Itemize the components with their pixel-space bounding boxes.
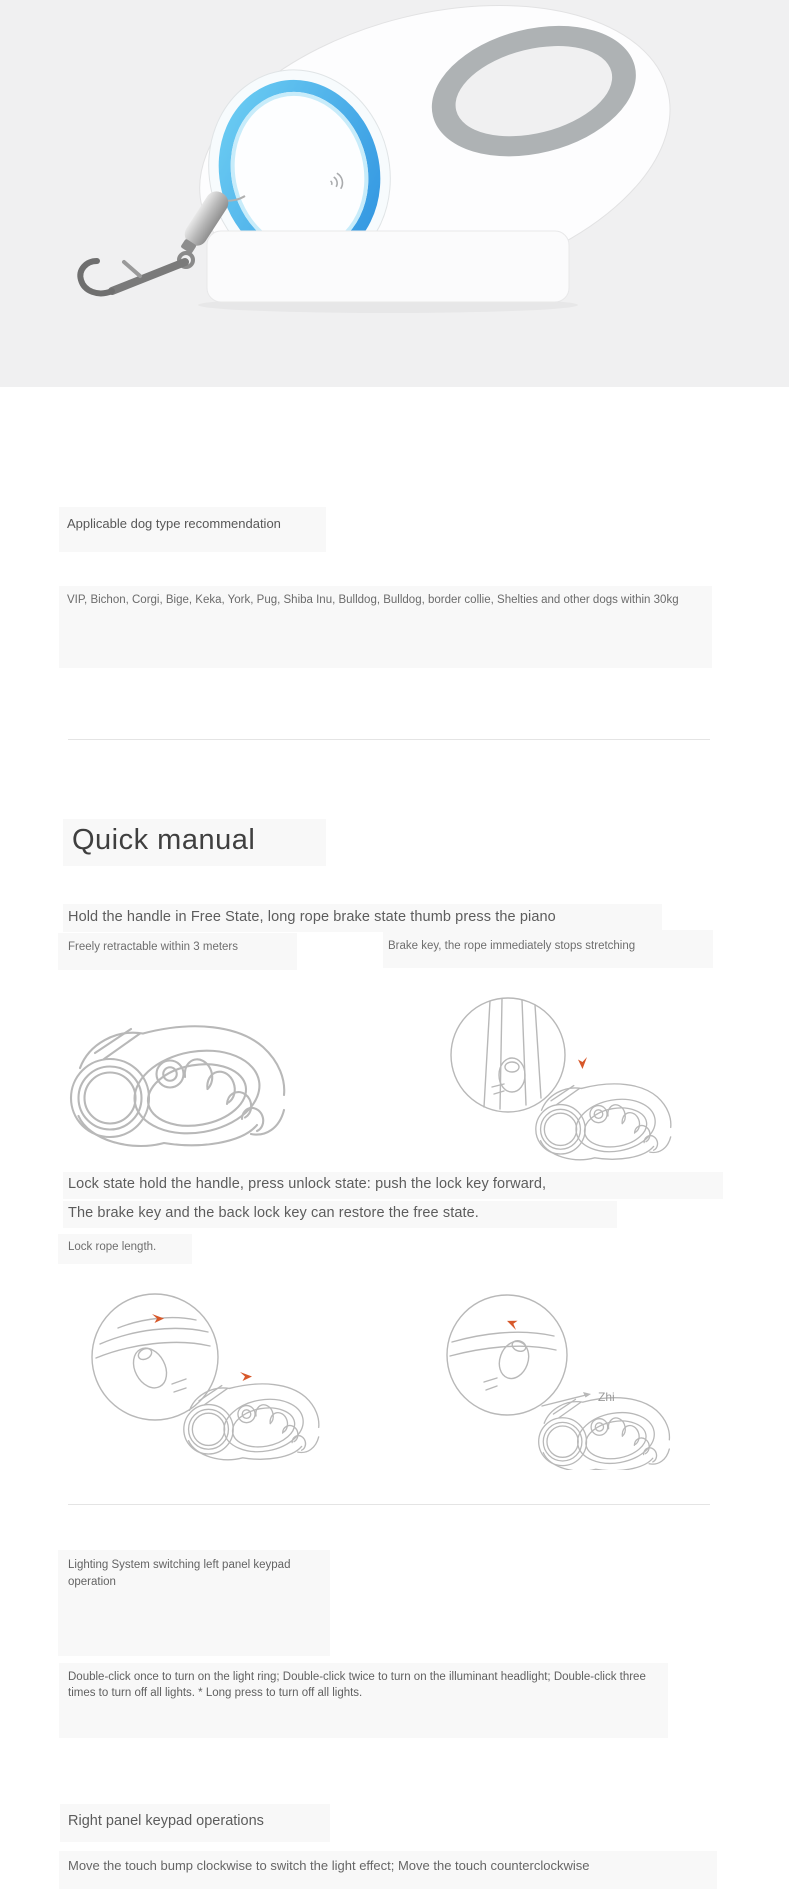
lighting-instructions: Double-click once to turn on the light ring; Double-click twice to turn on the illuminant headlight; Double-click three times to turn off all lights. * Long press to turn off all lights. bbox=[59, 1663, 668, 1738]
zhi-label: Zhi bbox=[598, 1390, 615, 1404]
quick-manual-heading: Quick manual bbox=[63, 819, 326, 866]
right-panel-instructions: Move the touch bump clockwise to switch the light effect; Move the touch counterclockwise bbox=[59, 1851, 717, 1889]
product-hero-image bbox=[0, 0, 789, 387]
step2-instruction-line1: Lock state hold the handle, press unlock state: push the lock key forward, bbox=[63, 1172, 723, 1199]
orange-arrow-icon bbox=[578, 1057, 587, 1069]
magnifier-circle bbox=[451, 998, 565, 1112]
dog-type-list: VIP, Bichon, Corgi, Bige, Keka, York, Pug, Shiba Inu, Bulldog, Bulldog, border collie, Shelties and other dogs within 30kg bbox=[59, 586, 712, 668]
leash-product-illustration bbox=[0, 0, 789, 387]
right-panel-section-title: Right panel keypad operations bbox=[60, 1804, 330, 1842]
lighting-section-title: Lighting System switching left panel keypad operation bbox=[58, 1550, 330, 1656]
section-divider bbox=[68, 1504, 710, 1505]
sketch-brake-key-closeup bbox=[440, 995, 685, 1175]
step1-caption-left: Freely retractable within 3 meters bbox=[58, 933, 297, 970]
step1-caption-right: Brake key, the rope immediately stops stretching bbox=[383, 930, 713, 968]
section-divider bbox=[68, 739, 710, 740]
step2-instruction-line2: The brake key and the back lock key can restore the free state. bbox=[63, 1201, 617, 1228]
sketch-push-lock-key bbox=[88, 1288, 333, 1470]
sketch-back-lock-key bbox=[440, 1290, 690, 1470]
sketch-hand-holding-leash bbox=[60, 1012, 310, 1170]
step1-instruction: Hold the handle in Free State, long rope brake state thumb press the piano bbox=[63, 904, 662, 932]
charging-dock bbox=[207, 231, 569, 302]
magnifier-circle bbox=[447, 1295, 567, 1415]
orange-arrow-icon bbox=[505, 1317, 520, 1330]
step2-caption: Lock rope length. bbox=[58, 1234, 192, 1264]
dog-type-section-title: Applicable dog type recommendation bbox=[59, 507, 326, 552]
orange-arrow-icon bbox=[240, 1372, 252, 1381]
